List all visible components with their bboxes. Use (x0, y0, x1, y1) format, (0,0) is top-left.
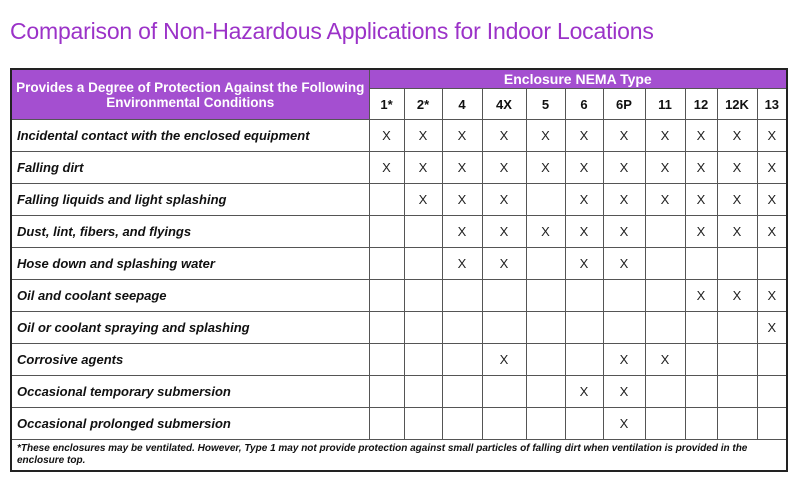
protection-mark: X (603, 184, 645, 216)
protection-mark: X (565, 248, 603, 280)
protection-mark (645, 248, 685, 280)
protection-mark: X (482, 184, 526, 216)
header-row-group (11, 69, 787, 89)
table-row (11, 344, 787, 376)
footnote-row (11, 440, 787, 472)
protection-mark (482, 376, 526, 408)
protection-mark: X (757, 216, 787, 248)
protection-mark (603, 312, 645, 344)
protection-mark: X (603, 152, 645, 184)
protection-mark (369, 408, 404, 440)
protection-mark: X (482, 120, 526, 152)
protection-mark (717, 248, 757, 280)
protection-mark: X (717, 216, 757, 248)
protection-mark: X (645, 344, 685, 376)
protection-mark: X (526, 216, 565, 248)
protection-mark: X (482, 152, 526, 184)
protection-mark: X (717, 280, 757, 312)
protection-mark: X (442, 120, 482, 152)
protection-mark (717, 344, 757, 376)
protection-mark (717, 312, 757, 344)
protection-mark: X (757, 120, 787, 152)
protection-mark: X (565, 376, 603, 408)
table-body (11, 120, 787, 440)
protection-mark (404, 248, 442, 280)
protection-mark (442, 280, 482, 312)
protection-mark: X (757, 280, 787, 312)
type-header: 6P (603, 89, 645, 120)
protection-mark (645, 376, 685, 408)
protection-mark: X (565, 216, 603, 248)
protection-mark (685, 248, 717, 280)
protection-mark (404, 376, 442, 408)
type-header: 1* (369, 89, 404, 120)
table-row (11, 152, 787, 184)
protection-mark: X (526, 120, 565, 152)
type-header: 12K (717, 89, 757, 120)
table-row (11, 184, 787, 216)
protection-mark: X (685, 152, 717, 184)
condition-label: Occasional prolonged submersion (11, 408, 369, 440)
protection-mark: X (603, 248, 645, 280)
type-header: 2* (404, 89, 442, 120)
page-title: Comparison of Non-Hazardous Applications for Indoor Locations (10, 18, 654, 44)
protection-mark (442, 312, 482, 344)
protection-mark (369, 312, 404, 344)
protection-mark: X (369, 152, 404, 184)
protection-mark (685, 344, 717, 376)
protection-mark: X (645, 152, 685, 184)
condition-label: Occasional temporary submersion (11, 376, 369, 408)
protection-mark (603, 280, 645, 312)
protection-mark: X (369, 120, 404, 152)
corner-header: Provides a Degree of Protection Against the Following Environmental Conditions (11, 69, 369, 120)
protection-mark (565, 312, 603, 344)
protection-mark: X (526, 152, 565, 184)
condition-label: Corrosive agents (11, 344, 369, 376)
protection-mark (526, 344, 565, 376)
protection-mark: X (404, 152, 442, 184)
protection-mark (685, 376, 717, 408)
condition-label: Falling dirt (11, 152, 369, 184)
protection-mark (369, 376, 404, 408)
protection-mark: X (717, 152, 757, 184)
type-header: 5 (526, 89, 565, 120)
condition-label: Hose down and splashing water (11, 248, 369, 280)
table-row (11, 312, 787, 344)
protection-mark: X (603, 376, 645, 408)
protection-mark (685, 408, 717, 440)
nema-comparison-table (10, 68, 788, 472)
type-header: 12 (685, 89, 717, 120)
table-row (11, 120, 787, 152)
protection-mark (369, 184, 404, 216)
protection-mark (526, 184, 565, 216)
protection-mark (482, 408, 526, 440)
protection-mark (442, 376, 482, 408)
protection-mark (526, 408, 565, 440)
protection-mark (757, 376, 787, 408)
protection-mark: X (645, 120, 685, 152)
protection-mark (757, 344, 787, 376)
type-header: 4X (482, 89, 526, 120)
protection-mark: X (442, 216, 482, 248)
condition-label: Dust, lint, fibers, and flyings (11, 216, 369, 248)
protection-mark (685, 312, 717, 344)
table-row (11, 408, 787, 440)
protection-mark (645, 280, 685, 312)
protection-mark (717, 408, 757, 440)
protection-mark: X (442, 152, 482, 184)
protection-mark: X (603, 344, 645, 376)
protection-mark (482, 280, 526, 312)
type-header: 11 (645, 89, 685, 120)
protection-mark: X (685, 120, 717, 152)
protection-mark (526, 376, 565, 408)
protection-mark: X (565, 184, 603, 216)
protection-mark: X (482, 216, 526, 248)
protection-mark (442, 408, 482, 440)
protection-mark (369, 248, 404, 280)
protection-mark: X (565, 152, 603, 184)
protection-mark (757, 248, 787, 280)
protection-mark (717, 376, 757, 408)
protection-mark (645, 312, 685, 344)
table-row (11, 376, 787, 408)
protection-mark (404, 312, 442, 344)
protection-mark: X (482, 248, 526, 280)
protection-mark: X (685, 280, 717, 312)
type-header: 13 (757, 89, 787, 120)
condition-label: Oil and coolant seepage (11, 280, 369, 312)
protection-mark (645, 408, 685, 440)
protection-mark: X (404, 184, 442, 216)
protection-mark: X (717, 120, 757, 152)
protection-mark (369, 216, 404, 248)
protection-mark: X (404, 120, 442, 152)
type-header: 4 (442, 89, 482, 120)
footnote: *These enclosures may be ventilated. However, Type 1 may not provide protection against small particles of falling dirt when ventilation is provided in the enclosure top. (11, 440, 787, 472)
protection-mark: X (482, 344, 526, 376)
protection-mark: X (603, 408, 645, 440)
protection-mark (369, 344, 404, 376)
protection-mark: X (757, 152, 787, 184)
protection-mark (526, 248, 565, 280)
protection-mark: X (757, 184, 787, 216)
protection-mark: X (442, 248, 482, 280)
protection-mark: X (757, 312, 787, 344)
table-row (11, 216, 787, 248)
type-header: 6 (565, 89, 603, 120)
protection-mark (565, 280, 603, 312)
protection-mark: X (603, 216, 645, 248)
protection-mark: X (645, 184, 685, 216)
table-row (11, 280, 787, 312)
condition-label: Falling liquids and light splashing (11, 184, 369, 216)
condition-label: Oil or coolant spraying and splashing (11, 312, 369, 344)
condition-label: Incidental contact with the enclosed equipment (11, 120, 369, 152)
protection-mark (404, 408, 442, 440)
protection-mark (404, 344, 442, 376)
protection-mark: X (685, 216, 717, 248)
table-row (11, 248, 787, 280)
protection-mark (565, 408, 603, 440)
protection-mark: X (603, 120, 645, 152)
protection-mark: X (565, 120, 603, 152)
protection-mark: X (685, 184, 717, 216)
protection-mark (442, 344, 482, 376)
protection-mark (565, 344, 603, 376)
protection-mark (404, 216, 442, 248)
protection-mark (526, 312, 565, 344)
protection-mark: X (717, 184, 757, 216)
protection-mark (526, 280, 565, 312)
protection-mark (369, 280, 404, 312)
protection-mark: X (442, 184, 482, 216)
group-header: Enclosure NEMA Type (369, 69, 787, 89)
protection-mark (482, 312, 526, 344)
protection-mark (757, 408, 787, 440)
protection-mark (404, 280, 442, 312)
protection-mark (645, 216, 685, 248)
